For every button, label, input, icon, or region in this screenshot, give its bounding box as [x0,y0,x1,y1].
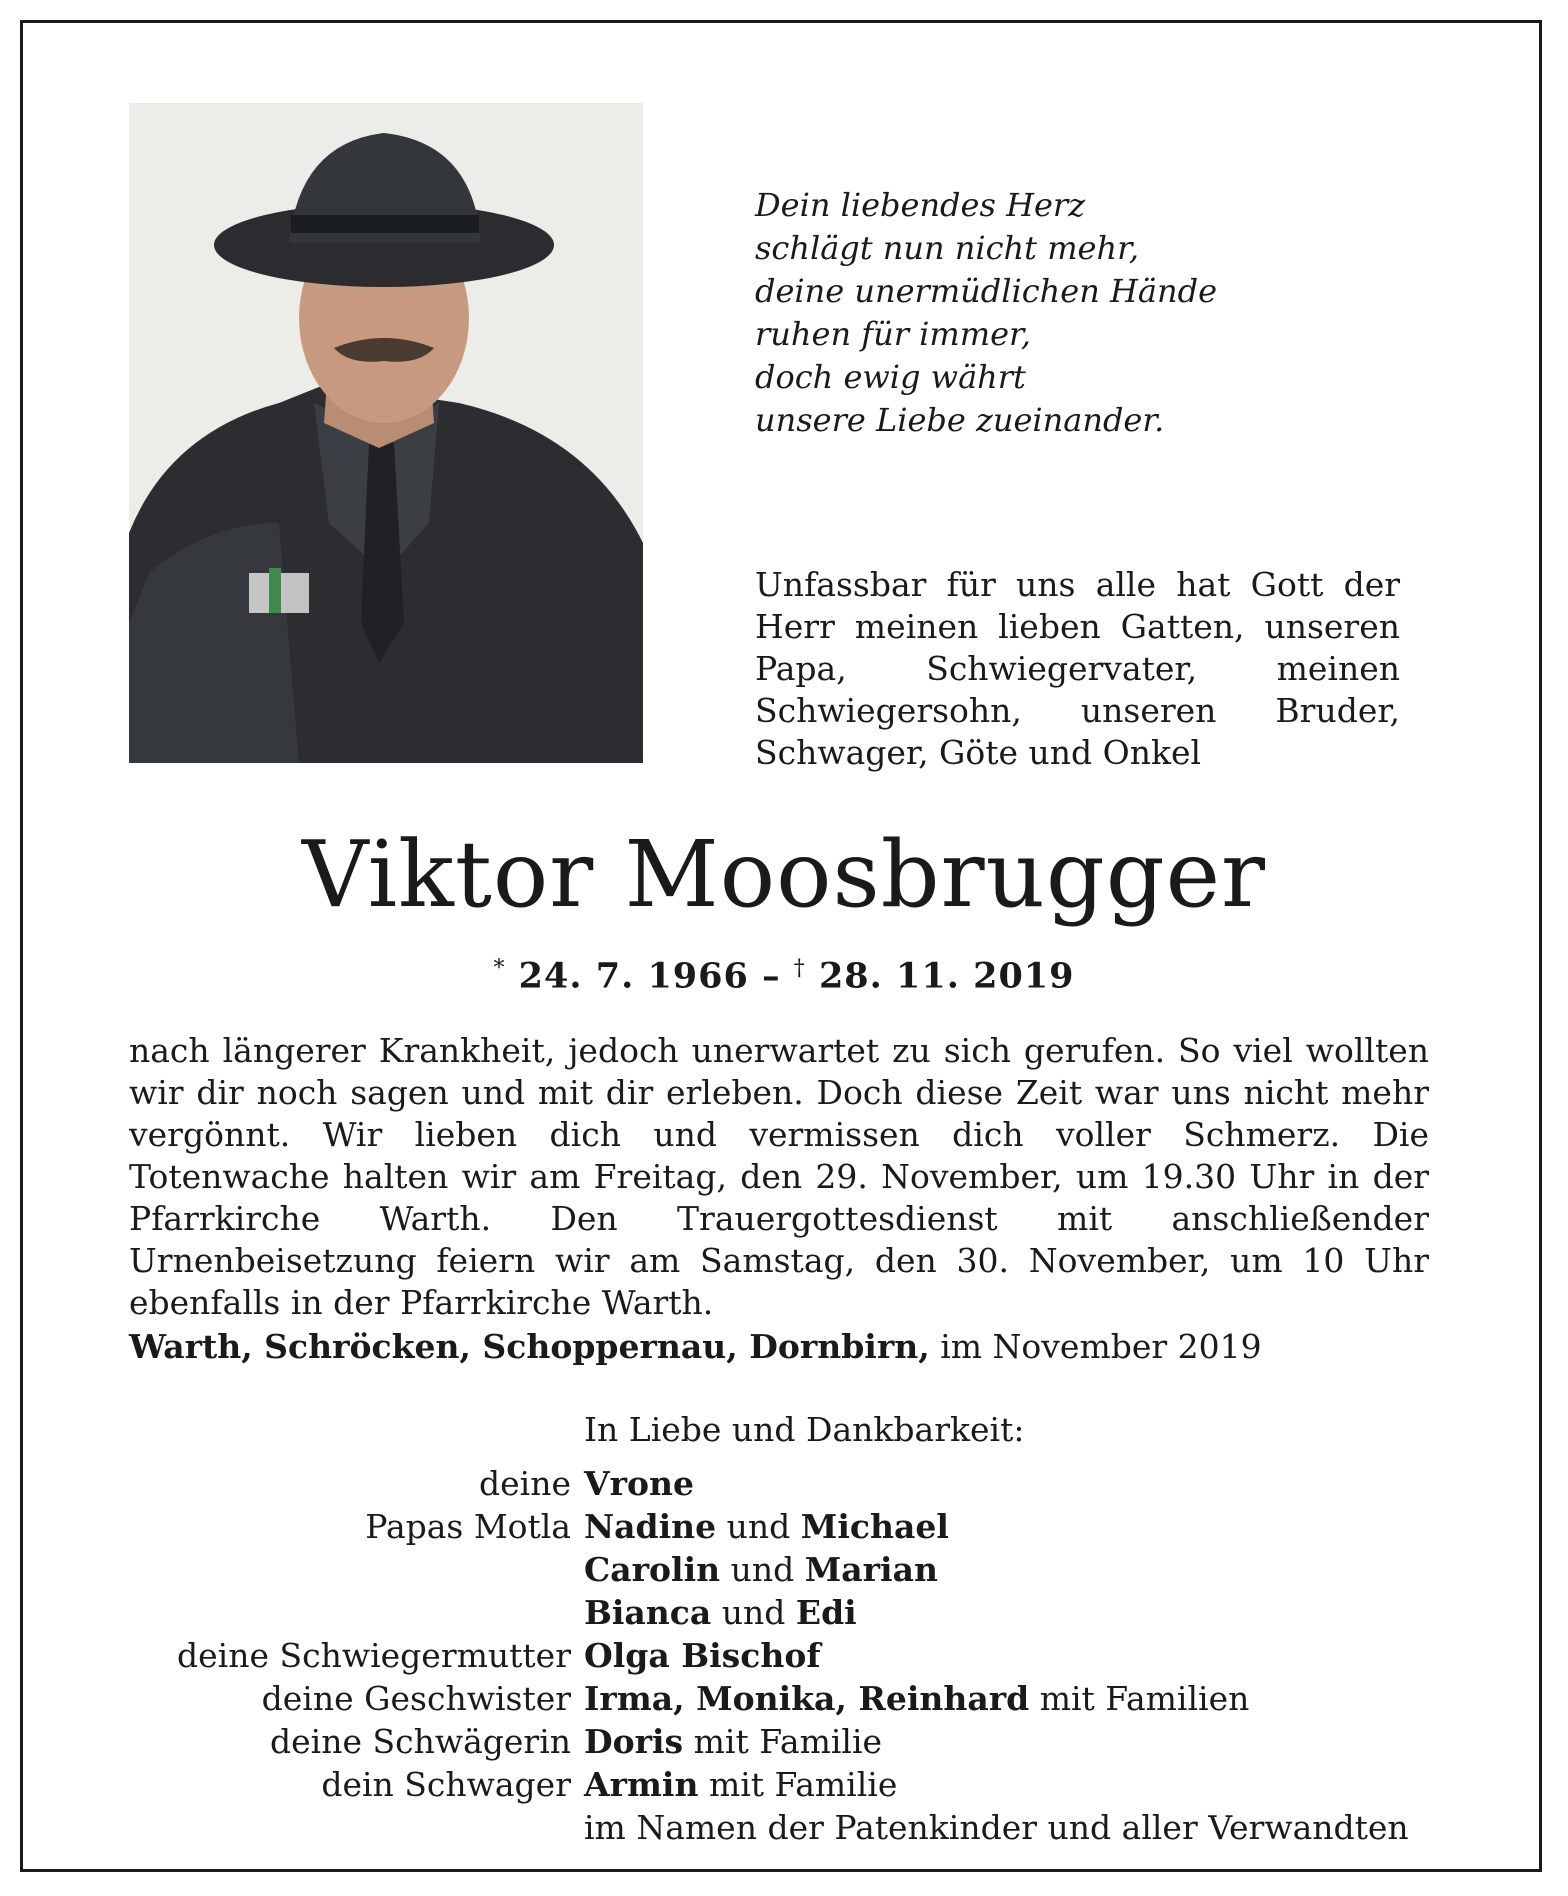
signer-suffix: mit Familie [693,1722,883,1761]
death-symbol: † [793,956,806,981]
life-dates [0,947,1568,999]
signer-conjunction: und [721,1593,786,1632]
signer-name: Michael [800,1507,949,1546]
signer-relation: deine Geschwister [261,1679,571,1718]
signer-name: Armin [584,1765,699,1804]
signer-name: Irma, Monika, Reinhard [584,1679,1030,1718]
deceased-name: Viktor Moosbrugger [301,821,1267,928]
dankbarkeit-heading: In Liebe und Dankbarkeit: [584,1410,1025,1449]
signer-row [129,1806,1459,1849]
death-date: 28. 11. 2019 [818,955,1075,997]
signer-row [129,1763,1459,1806]
place-towns: Warth, Schröcken, Schoppernau, Dornbirn, [129,1327,930,1366]
signer-closing: im Namen der Patenkinder und aller Verwandten [584,1808,1409,1847]
signer-row [129,1505,1459,1548]
signer-name: Carolin [584,1550,721,1589]
place-date: im November 2019 [940,1327,1262,1366]
signer-name: Olga Bischof [584,1636,821,1675]
signer-suffix: mit Familien [1039,1679,1250,1718]
portrait-photo [129,103,643,763]
place-date-line [129,1326,1262,1368]
poem-line: ruhen für immer, [755,315,1031,353]
poem-line: deine unermüdlichen Hände [755,272,1217,310]
body-text: nach längerer Krankheit, jedoch unerwartet zu sich gerufen. So viel wollten wir dir noch sagen und mit dir erleben. Doch diese Zeit war uns nicht mehr vergönnt. Wir lieben dich und vermissen dich voller Schmerz. Die Totenwache halten wir am Freitag, den 29. November, um 19.30 Uhr in der Pfarrkirche Warth. Den Trauergottesdienst mit anschließender Urnenbeisetzung feiern wir am Samstag, den 30. November, um 10 Uhr ebenfalls in der Pfarrkirche Warth. [129,1031,1429,1322]
signer-suffix: mit Familie [708,1765,898,1804]
signer-relation: Papas Motla [365,1507,571,1546]
signer-name: Marian [804,1550,938,1589]
birth-symbol: * [493,956,506,981]
signer-row [129,1720,1459,1763]
signer-name: Vrone [584,1464,694,1503]
birth-date: 24. 7. 1966 [518,955,749,997]
signer-row [129,1548,1459,1591]
signer-relation: dein Schwager [321,1765,571,1804]
signers-list [129,1462,1459,1849]
signer-row [129,1634,1459,1677]
signer-relation: deine Schwiegermutter [177,1636,571,1675]
portrait-illustration [129,103,643,763]
signer-relation: deine [479,1464,571,1503]
signer-relation: deine Schwägerin [270,1722,571,1761]
intro-text: Unfassbar für uns alle hat Gott der Herr meinen lieben Gatten, unseren Papa, Schwiegervater, meinen Schwiegersohn, unseren Bruder, Schwager, Göte und Onkel [755,565,1400,772]
signer-name: Doris [584,1722,684,1761]
signer-relation [129,1591,571,1634]
poem-line: Dein liebendes Herz [755,186,1086,224]
signer-name: Bianca [584,1593,712,1632]
signer-row [129,1677,1459,1720]
signer-row [129,1462,1459,1505]
date-separator: – [762,955,781,997]
poem [755,184,1375,442]
poem-line: doch ewig währt [755,358,1026,396]
signer-relation [129,1548,571,1591]
signer-conjunction: und [730,1550,795,1589]
poem-line: schlägt nun nicht mehr, [755,229,1140,267]
signer-name: Edi [795,1593,857,1632]
poem-line: unsere Liebe zueinander. [755,401,1165,439]
signer-conjunction: und [726,1507,791,1546]
signer-relation [129,1806,571,1849]
signer-row [129,1591,1459,1634]
signer-name: Nadine [584,1507,717,1546]
